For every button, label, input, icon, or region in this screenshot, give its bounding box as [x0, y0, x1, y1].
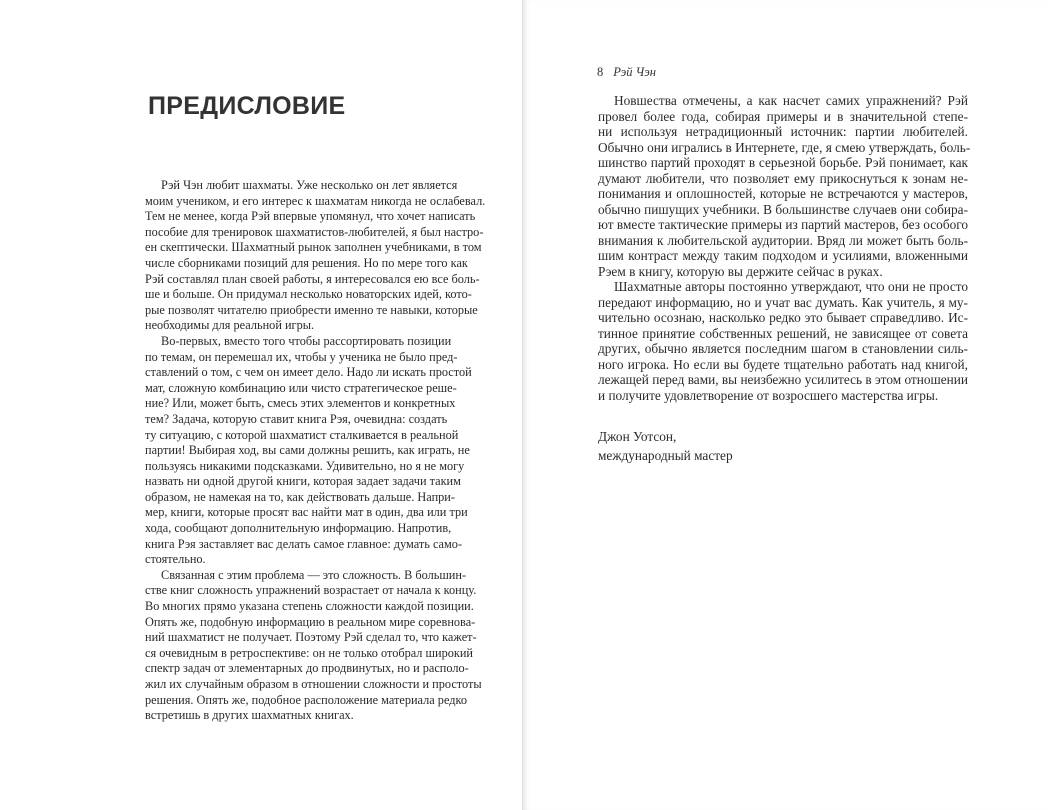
text-line: тем? Задача, которую ставит книга Рэя, очевидна: создать — [145, 411, 448, 426]
text-line: Тем не менее, когда Рэй впервые упомянул, что хочет написать — [145, 209, 476, 224]
text-line: Во-первых, вместо того чтобы рассортировать позиции — [161, 333, 452, 348]
text-line: мат, сложную комбинацию или чисто стратегическое реше- — [145, 380, 457, 395]
text-line: и получите удовлетворение от возросшего мастерства игры. — [598, 387, 939, 403]
running-head-author: Рэй Чэн — [613, 65, 656, 79]
text-line: рые позволят читателю приобрести именно те навыки, которые — [145, 302, 478, 317]
paragraph — [145, 178, 486, 334]
text-line: понимания и оплошностей, которые не встречаются у мастеров, — [598, 186, 968, 201]
left-page — [0, 0, 523, 810]
text-line: внимания к любительской аудитории. Вряд ли может быть боль- — [598, 232, 968, 248]
text-line: ся очевидным в ретроспективе: он не только отобрал широкий — [145, 645, 474, 660]
text-line: ше и больше. Он придумал несколько новаторских идей, кото- — [145, 287, 472, 302]
text-line: спектр задач от элементарных до продвинутых, но и располо- — [145, 661, 469, 676]
paragraph — [145, 567, 482, 724]
chapter-title: ПРЕДИСЛОВИЕ — [148, 92, 346, 120]
paragraph — [145, 333, 472, 568]
text-line: ни используя нетрадиционный источник: партии любителей. — [598, 124, 968, 139]
text-line: ту ситуацию, с которой шахматист сталкивается в реальной — [145, 427, 459, 442]
text-line: образом, не намекая на то, как действовать дальше. Напри- — [145, 489, 455, 504]
signature-title: международный мастер — [598, 448, 733, 463]
text-line: пользуясь никакими подсказками. Удивительно, но я не могу — [145, 458, 465, 473]
text-line: шинство партий проходят в серьезной борьбе. Рэй понимает, как — [598, 155, 968, 170]
text-line: хода, сообщают дополнительную информацию. Напротив, — [145, 521, 452, 536]
text-line: книга Рэя заставляет вас делать самое главное: думать само- — [145, 536, 463, 551]
signature-name: Джон Уотсон, — [598, 429, 677, 444]
left-page-body — [145, 178, 486, 724]
text-line: Шахматные авторы постоянно утверждают, что они не просто — [614, 279, 968, 294]
text-line: ставлений о том, с чем он имеет дело. Надо ли искать простой — [145, 365, 472, 380]
text-line: передают информацию, но и учат вас думать. Как учитель, я му- — [598, 294, 968, 310]
text-line: ний шахматист не получает. Поэтому Рэй сделал то, что кажет- — [145, 630, 477, 645]
text-line: стве книг сложность упражнений возрастает от начала к концу. — [145, 583, 477, 598]
text-line: Новшества отмечены, а как насчет самих упражнений? Рэй — [614, 93, 968, 108]
text-line: необходимы для реальной игры. — [145, 318, 315, 333]
text-line: шим контраст между таким подходом и усилиями, вложенными — [598, 248, 968, 263]
text-line: провел более года, собирая примеры и в значительной степе- — [598, 108, 968, 124]
text-line: решения. Опять же, подобное расположение материала редко — [145, 692, 467, 707]
text-line: встретишь в других шахматных книгах. — [145, 708, 354, 723]
paragraph — [598, 93, 971, 279]
text-line: ного игрока. Но если вы будете тщательно работать над книгой, — [598, 356, 968, 372]
text-line: обычно пишущих учебники. В большинстве случаев они собира- — [598, 201, 968, 217]
text-line: ние? Или, может быть, смесь этих элементов и конкретных — [145, 396, 456, 411]
right-page-body — [598, 93, 971, 403]
text-line: Рэй составлял план своей работы, я интересовался ею все боль- — [145, 271, 480, 286]
text-line: ют вместе тактические примеры из партий мастеров, без особого — [598, 217, 968, 232]
text-line: ен скептически. Шахматный рынок заполнен учебниками, в том — [145, 240, 482, 255]
text-line: других, обычно является последним шагом в становлении силь- — [598, 341, 968, 356]
page-number: 8 — [597, 65, 604, 79]
text-line: Связанная с этим проблема — это сложность. В большин- — [161, 567, 467, 582]
text-line: мер, книги, которые просят вас найти мат в один, два или три — [145, 505, 468, 520]
text-line: чительно осознаю, насколько редко это бывает справедливо. Ис- — [598, 310, 968, 325]
text-line: думают любители, что позволяет ему прикоснуться к зонам не- — [598, 170, 968, 186]
text-line: партии! Выбирая ход, вы сами должны решить, как играть, не — [145, 443, 470, 458]
text-line: Во многих прямо указана степень сложности каждой позиции. — [145, 599, 474, 614]
text-line: стоятельно. — [145, 552, 206, 567]
text-line: Рэй Чэн любит шахматы. Уже несколько он лет является — [161, 178, 458, 192]
text-line: моим учеником, и его интерес к шахматам никогда не ослабевал. — [145, 193, 486, 208]
text-line: Обычно они игрались в Интернете, где, я смею утверждать, боль- — [598, 139, 971, 155]
right-page — [523, 0, 1048, 810]
signature — [598, 427, 733, 465]
text-line: Рэем в книгу, которую вы держите сейчас в руках. — [598, 263, 883, 279]
text-line: по темам, он перемешал их, чтобы у ученика не было пред- — [145, 349, 458, 364]
text-line: лежащей перед вами, вы неизбежно усилитесь в этом отношении — [598, 372, 968, 387]
text-line: жил их случайным образом в отношении сложности и простоты — [145, 677, 482, 691]
text-line: Опять же, подобную информацию в реальном мире соревнова- — [145, 614, 476, 629]
text-line: назвать ни одной другой книги, которая задает задачи таким — [145, 474, 461, 489]
text-line: тинное принятие собственных решений, не зависящее от совета — [598, 325, 968, 341]
text-line: числе сборниками позиций для решения. Но по мере того как — [145, 255, 468, 270]
text-line: пособие для тренировок шахматистов-любителей, я был настро- — [145, 224, 484, 239]
running-head — [597, 65, 656, 80]
paragraph — [598, 279, 968, 403]
